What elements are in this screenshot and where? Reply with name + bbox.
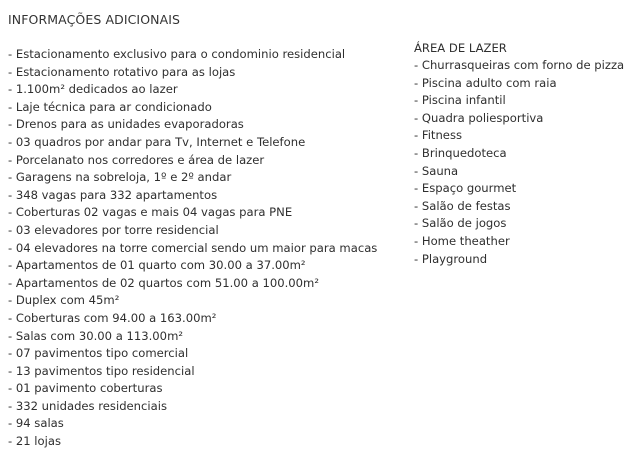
list-item: - 332 unidades residenciais xyxy=(8,398,167,413)
list-item: - Porcelanato nos corredores e área de lazer xyxy=(8,152,265,167)
leisure-area-heading: ÁREA DE LAZER xyxy=(414,41,507,55)
list-item: - Apartamentos de 02 quartos com 51.00 a 100.00m² xyxy=(8,275,319,290)
list-item: - 1.100m² dedicados ao lazer xyxy=(8,82,178,97)
list-item: - Salão de festas xyxy=(414,198,511,213)
list-item: - 21 lojas xyxy=(8,434,61,449)
list-item: - Churrasqueiras com forno de pizza xyxy=(414,58,625,72)
list-item: - Espaço gourmet xyxy=(414,181,517,196)
section-title: INFORMAÇÕES ADICIONAIS xyxy=(8,12,181,27)
leisure-area-list xyxy=(414,57,624,268)
list-item: - Laje técnica para ar condicionado xyxy=(8,99,212,114)
list-item: - Estacionamento exclusivo para o condominio residencial xyxy=(8,47,346,61)
additional-info-list xyxy=(8,46,377,451)
list-item: - Salas com 30.00 a 113.00m² xyxy=(8,328,184,343)
list-item: - Duplex com 45m² xyxy=(8,293,120,308)
list-item: - 03 quadros por andar para Tv, Internet e Telefone xyxy=(8,134,306,149)
list-item: - Piscina infantil xyxy=(414,93,506,108)
list-item: - Playground xyxy=(414,251,488,266)
list-item: - Home theather xyxy=(414,233,510,248)
list-item: - 07 pavimentos tipo comercial xyxy=(8,346,189,361)
list-item: - Brinquedoteca xyxy=(414,145,507,160)
list-item: - 03 elevadores por torre residencial xyxy=(8,222,219,237)
list-item: - Salão de jogos xyxy=(414,216,507,231)
list-item: - 94 salas xyxy=(8,416,64,431)
list-item: - Garagens na sobreloja, 1º e 2º andar xyxy=(8,170,232,185)
list-item: - Drenos para as unidades evaporadoras xyxy=(8,117,244,132)
list-item: - Sauna xyxy=(414,163,459,178)
list-item: - Coberturas 02 vagas e mais 04 vagas para PNE xyxy=(8,205,293,220)
list-item: - 13 pavimentos tipo residencial xyxy=(8,363,195,378)
list-item: - Quadra poliesportiva xyxy=(414,110,544,125)
list-item: - Piscina adulto com raia xyxy=(414,75,557,90)
list-item: - Fitness xyxy=(414,128,463,143)
list-item: - 01 pavimento coberturas xyxy=(8,381,163,396)
list-item: - 04 elevadores na torre comercial sendo um maior para macas xyxy=(8,240,378,255)
list-item: - Estacionamento rotativo para as lojas xyxy=(8,64,236,79)
list-item: - Apartamentos de 01 quarto com 30.00 a 37.00m² xyxy=(8,258,306,273)
list-item: - 348 vagas para 332 apartamentos xyxy=(8,187,218,202)
list-item: - Coberturas com 94.00 a 163.00m² xyxy=(8,310,217,325)
